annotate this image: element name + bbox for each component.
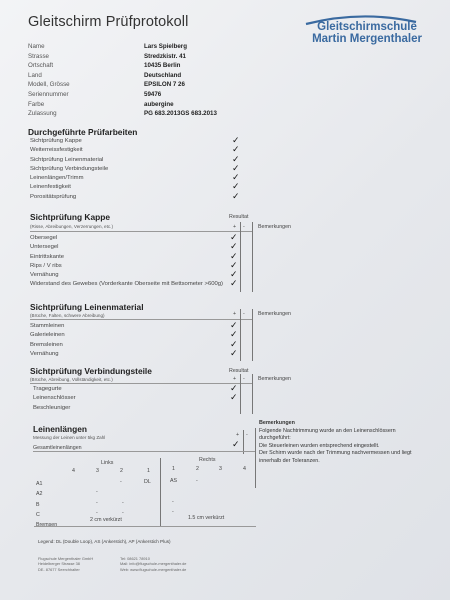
list-item: Tragegurte [33, 386, 62, 392]
footer-line: DE- 87677 Seerchhalter [38, 566, 80, 572]
row-label: A2 [36, 491, 43, 497]
info-label: Land [28, 71, 42, 79]
check-icon: ✓ [230, 383, 238, 393]
check-icon: ✓ [232, 190, 240, 201]
list-item: Obersegel [30, 235, 58, 241]
plus-label: + [236, 432, 240, 438]
customer-info [28, 42, 217, 119]
row-label: Bremsen [36, 522, 58, 528]
check-icon: ✓ [230, 259, 238, 270]
divider [30, 383, 253, 384]
remarks-line: durchgeführt: [259, 435, 291, 442]
section-sub-kappe: (Risse, Abreibungen, Verzerrungen, etc.) [30, 224, 113, 229]
verbindungsteile-list [33, 385, 76, 413]
column-divider [240, 374, 241, 414]
kappe-list [30, 234, 223, 290]
list-item: Vernähung [30, 272, 59, 279]
table-cell: - [96, 510, 98, 516]
document-title: Gleitschirm Prüfprotokoll [28, 14, 189, 30]
minus-label: - [243, 376, 245, 382]
minus-label: - [243, 311, 245, 317]
info-label: Strasse [28, 52, 49, 60]
list-item: Sichtprüfung Leinenmaterial [30, 156, 104, 163]
column-header: 4 [72, 468, 75, 474]
list-item: Beschleuniger [33, 404, 71, 411]
check-icon: ✓ [232, 439, 240, 449]
info-value: Deutschland [144, 71, 182, 79]
table-cell: - [96, 500, 98, 506]
section-sub-leinenlaengen: Messung der Leinen unter 5kg Zahl [33, 435, 106, 440]
check-icon: ✓ [230, 278, 238, 289]
section-heading-verbindungsteile: Sichtprüfung Verbindungsteile [30, 366, 152, 376]
column-header: 3 [96, 468, 99, 474]
table-cell: - [172, 509, 174, 515]
school-logo [312, 21, 422, 45]
resultat-label: Resultat [229, 368, 249, 374]
minus-label: - [243, 224, 245, 230]
divider [34, 526, 256, 527]
check-icon: ✓ [230, 347, 238, 358]
kappe-checks [230, 233, 238, 289]
list-item: Leinenlängen/Trimm [30, 175, 84, 182]
divider [33, 451, 255, 452]
list-item: Stammleinen [30, 323, 65, 329]
list-item: Rips / V ribs [30, 262, 62, 269]
gesamt-label: Gesamtleinenlängen [33, 445, 82, 451]
info-value: PG 683.2013GS 683.2013 [144, 110, 217, 118]
footer-line: Tel: 08621 78910 [120, 556, 150, 561]
section-sub-leinenmaterial: (Brüche, Falten, schwere Abreibung) [30, 313, 105, 318]
plus-label: + [233, 376, 237, 382]
logo-line-2: Martin Mergenthaler [312, 33, 422, 45]
table-cell: - [122, 500, 124, 506]
table-cell: - [122, 510, 124, 516]
column-divider [252, 374, 253, 414]
section-heading-durchgefuehrte: Durchgeführte Prüfarbeiten [28, 127, 138, 137]
list-item: Eintrittskante [30, 253, 65, 260]
section-heading-leinenlaengen: Leinenlängen [33, 424, 87, 434]
info-row [28, 90, 217, 100]
row-label: C [36, 512, 40, 518]
column-header: 4 [243, 466, 246, 472]
verbindungsteile-checks [230, 384, 238, 403]
leinenlaengen-remarks [259, 420, 412, 466]
info-row [28, 109, 217, 119]
footer-line: Flugschule Mergenthaler GmbH [38, 556, 94, 561]
leinenmaterial-list [30, 322, 65, 359]
remarks-line: Folgende Nachtrimmung wurde an den Leinenschlössern [259, 427, 396, 434]
minus-label: - [246, 432, 248, 438]
table-cell: - [96, 489, 98, 495]
column-header: 2 [196, 466, 199, 472]
check-icon: ✓ [230, 329, 238, 340]
column-header: 1 [147, 468, 150, 474]
column-divider [240, 309, 241, 361]
section-sub-verbindungsteile: (Brüche, Abreibung, Vollständigkeit, etc.) [30, 377, 113, 382]
durchgefuehrte-checks [232, 136, 240, 201]
bemerkungen-label: Bemerkungen [258, 224, 291, 230]
remarks-title: Bemerkungen [259, 420, 295, 426]
list-item: Leinenschlösser [33, 395, 76, 402]
divider [30, 231, 253, 232]
section-heading-leinenmaterial: Sichtprüfung Leinenmaterial [30, 302, 144, 312]
info-value: 10435 Berlin [144, 62, 181, 70]
info-row [28, 61, 217, 71]
list-item: Porositätsprüfung [30, 193, 77, 200]
info-row [28, 42, 217, 52]
list-item: Untersegel [30, 244, 59, 251]
list-item: Weiterreissfestigkeit [30, 147, 83, 154]
remarks-line: innerhalb der Toleranzen. [259, 457, 320, 464]
leinenmaterial-checks [230, 321, 238, 358]
info-value: aubergine [144, 100, 174, 108]
info-label: Seriennummer [28, 90, 69, 98]
logo-line-1: Gleitschirmschule [317, 21, 417, 33]
info-value: Stredzkistr. 41 [144, 52, 186, 60]
check-icon: ✓ [230, 241, 238, 252]
bemerkungen-label: Bemerkungen [258, 311, 291, 317]
info-value: EPSILON 7 26 [144, 81, 185, 89]
check-icon: ✓ [232, 162, 240, 173]
info-row [28, 80, 217, 90]
bemerkungen-label: Bemerkungen [258, 376, 291, 382]
column-divider [240, 222, 241, 292]
table-cell: DL [144, 479, 151, 485]
divider [30, 319, 253, 320]
row-label: B [36, 502, 40, 508]
list-item: Sichtprüfung Kappe [30, 138, 82, 144]
info-label: Modell, Grösse [28, 81, 70, 89]
center-divider [160, 458, 161, 526]
footer-address [38, 556, 93, 572]
table-cell: - [196, 478, 198, 484]
check-icon: ✓ [232, 181, 240, 192]
column-header: 1 [172, 466, 175, 472]
info-value: 59476 [144, 90, 162, 98]
info-row [28, 71, 217, 81]
durchgefuehrte-list [30, 137, 108, 202]
info-label: Ortschaft [28, 62, 54, 70]
bremsen-left: 2 cm verkürzt [90, 517, 122, 523]
column-divider [252, 309, 253, 361]
links-label: Links [101, 460, 114, 466]
check-icon: ✓ [232, 135, 240, 145]
check-icon: ✓ [232, 144, 240, 155]
bremsen-right: 1.5 cm verkürzt [188, 515, 225, 521]
table-cell: - [172, 499, 174, 505]
list-item: Bremsleinen [30, 341, 63, 348]
info-label: Zulassung [28, 110, 57, 118]
table-cell: AS [170, 478, 178, 484]
list-item: Galerieleinen [30, 332, 65, 339]
column-divider [255, 428, 256, 488]
remarks-line: Der Schirm wurde nach der Trimmung nachvermessen und liegt [259, 450, 412, 457]
check-icon: ✓ [230, 392, 238, 403]
info-row [28, 52, 217, 62]
list-item: Sichtprüfung Verbindungsteile [30, 165, 109, 172]
check-icon: ✓ [232, 172, 240, 183]
check-icon: ✓ [230, 338, 238, 349]
check-icon: ✓ [230, 250, 238, 261]
info-label: Name [28, 43, 45, 50]
list-item: Vernähung [30, 350, 59, 357]
info-label: Farbe [28, 100, 45, 108]
check-icon: ✓ [230, 232, 238, 242]
footer-line: Mail: info@flugschule-mergenthaler.de [120, 561, 187, 567]
info-row [28, 100, 217, 110]
column-header: 2 [120, 468, 123, 474]
resultat-label: Resultat [229, 214, 249, 220]
check-icon: ✓ [230, 269, 238, 280]
info-value: Lars Spielberg [144, 43, 187, 50]
footer-contact [120, 556, 186, 572]
column-header: 3 [219, 466, 222, 472]
footer-line: Heidelberger Strasse 38 [38, 561, 80, 567]
section-heading-kappe: Sichtprüfung Kappe [30, 212, 111, 222]
check-icon: ✓ [230, 320, 238, 330]
remarks-line: Die Steuerleinen wurden entsprechend eingestellt. [259, 442, 380, 449]
plus-label: + [233, 224, 237, 230]
list-item: Leinenfestigkeit [30, 184, 71, 191]
table-cell: - [120, 479, 122, 485]
row-label: A1 [36, 481, 43, 487]
column-divider [252, 222, 253, 292]
plus-label: + [233, 311, 237, 317]
list-item: Widerstand des Gewebes (Vorderkante Oberseite mit Bettsometer >600g) [30, 281, 224, 288]
rechts-label: Rechts [199, 457, 216, 463]
legend: Legend: DL (Double Loop), AS (Ankerstich), AP (Ankerstich Plus) [38, 539, 171, 544]
check-icon: ✓ [232, 153, 240, 164]
footer-line: Web: www.flugschule-mergenthaler.de [120, 566, 187, 572]
